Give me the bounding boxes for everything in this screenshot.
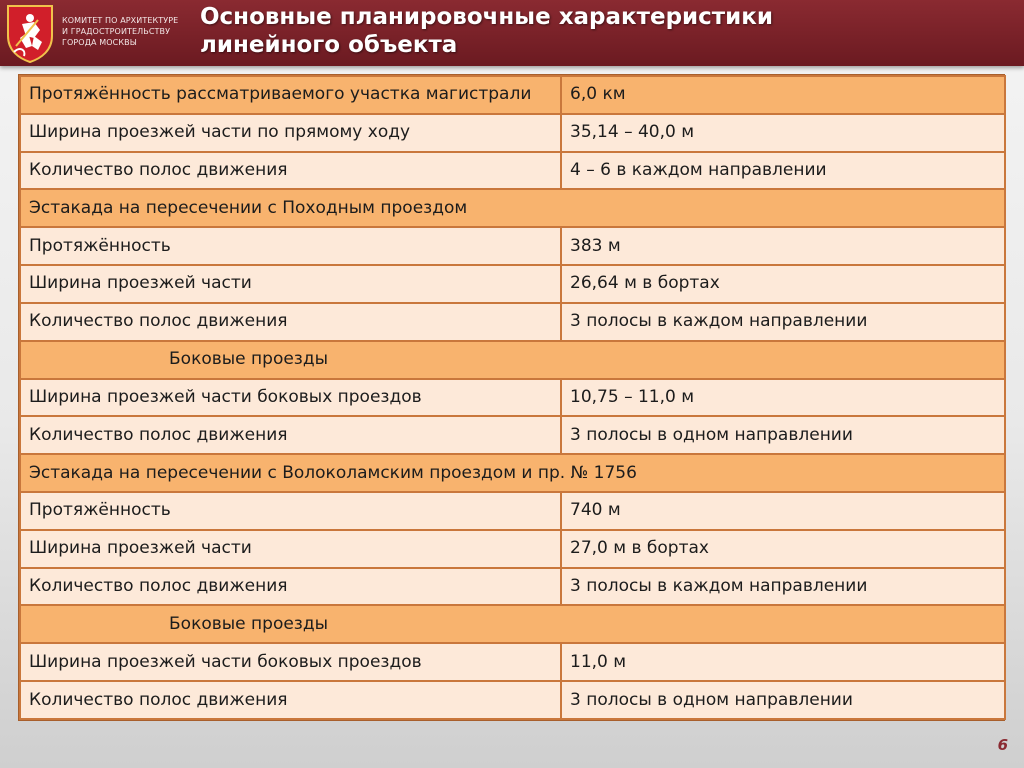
slide-title-line-2: линейного объекта xyxy=(200,32,458,58)
table-row xyxy=(20,643,1005,681)
characteristics-table xyxy=(18,74,1005,721)
parameter-value: 4 – 6 в каждом направлении xyxy=(561,152,1005,190)
table-row xyxy=(20,152,1005,190)
parameter-label: Количество полос движения xyxy=(20,416,561,454)
slide-title xyxy=(200,3,773,59)
subsection-title: Боковые проезды xyxy=(20,605,1005,643)
parameter-value: 383 м xyxy=(561,227,1005,265)
org-line-2: И ГРАДОСТРОИТЕЛЬСТВУ xyxy=(62,27,171,36)
parameter-label: Ширина проезжей части xyxy=(20,265,561,303)
table-row xyxy=(20,530,1005,568)
parameter-label: Ширина проезжей части боковых проездов xyxy=(20,643,561,681)
table-row xyxy=(20,114,1005,152)
parameter-label: Количество полос движения xyxy=(20,303,561,341)
table-row xyxy=(20,681,1005,719)
page-number: 6 xyxy=(997,736,1008,754)
parameter-label: Протяжённость xyxy=(20,492,561,530)
parameter-value: 35,14 – 40,0 м xyxy=(561,114,1005,152)
table-row xyxy=(20,492,1005,530)
parameter-value: 27,0 м в бортах xyxy=(561,530,1005,568)
parameter-value: 11,0 м xyxy=(561,643,1005,681)
parameter-label: Протяжённость рассматриваемого участка магистрали xyxy=(20,76,561,114)
parameter-label: Количество полос движения xyxy=(20,568,561,606)
subsection-header-row xyxy=(20,341,1005,379)
parameter-value: 3 полосы в каждом направлении xyxy=(561,568,1005,606)
section-title: Эстакада на пересечении с Волоколамским проездом и пр. № 1756 xyxy=(20,454,1005,492)
header-bar xyxy=(0,0,1024,66)
parameter-value: 740 м xyxy=(561,492,1005,530)
table-row xyxy=(20,227,1005,265)
parameter-value: 3 полосы в одном направлении xyxy=(561,416,1005,454)
subsection-title: Боковые проезды xyxy=(20,341,1005,379)
table-row xyxy=(20,568,1005,606)
table-row xyxy=(20,379,1005,417)
parameter-value: 26,64 м в бортах xyxy=(561,265,1005,303)
table-row xyxy=(20,265,1005,303)
table-row xyxy=(20,76,1005,114)
parameter-value: 6,0 км xyxy=(561,76,1005,114)
parameter-label: Ширина проезжей части по прямому ходу xyxy=(20,114,561,152)
section-header-row xyxy=(20,189,1005,227)
section-header-row xyxy=(20,454,1005,492)
org-line-1: КОМИТЕТ ПО АРХИТЕКТУРЕ xyxy=(62,16,179,25)
section-title: Эстакада на пересечении с Походным проездом xyxy=(20,189,1005,227)
parameter-label: Протяжённость xyxy=(20,227,561,265)
parameter-label: Количество полос движения xyxy=(20,681,561,719)
parameter-label: Ширина проезжей части боковых проездов xyxy=(20,379,561,417)
organization-name xyxy=(62,15,187,48)
subsection-header-row xyxy=(20,605,1005,643)
table-row xyxy=(20,303,1005,341)
slide-title-line-1: Основные планировочные характеристики xyxy=(200,4,773,30)
parameter-label: Ширина проезжей части xyxy=(20,530,561,568)
parameter-value: 3 полосы в каждом направлении xyxy=(561,303,1005,341)
moscow-coat-of-arms-icon xyxy=(4,2,56,64)
parameter-label: Количество полос движения xyxy=(20,152,561,190)
table-row xyxy=(20,416,1005,454)
org-line-3: ГОРОДА МОСКВЫ xyxy=(62,38,137,47)
parameter-value: 10,75 – 11,0 м xyxy=(561,379,1005,417)
parameter-value: 3 полосы в одном направлении xyxy=(561,681,1005,719)
